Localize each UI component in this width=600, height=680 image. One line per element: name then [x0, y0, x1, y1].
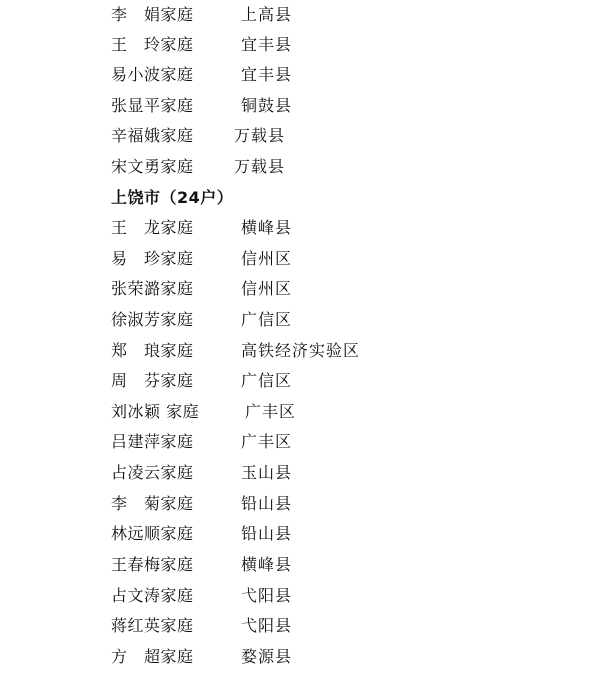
family-name: 李 菊家庭 [111, 494, 194, 513]
place-name: 广丰区 [241, 432, 293, 451]
section-heading: 上饶市（24户） [111, 188, 234, 207]
list-item [0, 152, 600, 182]
place-name: 弋阳县 [241, 586, 293, 605]
place-name: 铅山县 [241, 494, 293, 513]
list-item [0, 336, 600, 366]
family-name: 蒋红英家庭 [111, 616, 194, 635]
list-item [0, 30, 600, 60]
family-name: 周 芬家庭 [111, 371, 194, 390]
list-item [0, 611, 600, 641]
place-name: 横峰县 [241, 218, 293, 237]
place-name: 广丰区 [245, 402, 297, 421]
place-name: 婺源县 [241, 647, 293, 666]
list-item [0, 581, 600, 611]
family-name: 占文涛家庭 [111, 586, 194, 605]
place-name: 玉山县 [241, 463, 293, 482]
list-item [0, 458, 600, 488]
list-item [0, 642, 600, 672]
list-item [0, 519, 600, 549]
family-name: 宋文勇家庭 [111, 157, 194, 176]
family-name: 刘冰颖 家庭 [111, 402, 200, 421]
family-name: 郑 琅家庭 [111, 341, 194, 360]
family-name: 张荣潞家庭 [111, 279, 194, 298]
place-name: 铜鼓县 [241, 96, 293, 115]
place-name: 广信区 [241, 310, 293, 329]
list-item [0, 60, 600, 90]
list-item [0, 489, 600, 519]
place-name: 弋阳县 [241, 616, 293, 635]
family-name: 徐淑芳家庭 [111, 310, 194, 329]
list-item [0, 427, 600, 457]
place-name: 宜丰县 [241, 65, 293, 84]
list-item [0, 91, 600, 121]
list-item [0, 244, 600, 274]
list-item [0, 366, 600, 396]
family-name: 易小波家庭 [111, 65, 194, 84]
family-name: 王 龙家庭 [111, 218, 194, 237]
family-name: 吕建萍家庭 [111, 432, 194, 451]
list-item [0, 0, 600, 30]
place-name: 横峰县 [241, 555, 293, 574]
family-name: 林远顺家庭 [111, 524, 194, 543]
place-name: 铅山县 [241, 524, 293, 543]
family-name: 方 超家庭 [111, 647, 194, 666]
place-name: 万载县 [234, 157, 286, 176]
family-name: 李 娟家庭 [111, 5, 194, 24]
place-name: 上高县 [241, 5, 293, 24]
place-name: 万载县 [234, 126, 286, 145]
list-item [0, 305, 600, 335]
list-item [0, 121, 600, 151]
family-name: 王 玲家庭 [111, 35, 194, 54]
family-name: 张显平家庭 [111, 96, 194, 115]
list-item [0, 397, 600, 427]
list-item [0, 274, 600, 304]
family-name: 王春梅家庭 [111, 555, 194, 574]
list-item [0, 213, 600, 243]
place-name: 宜丰县 [241, 35, 293, 54]
family-name: 辛福娥家庭 [111, 126, 194, 145]
place-name: 信州区 [241, 279, 293, 298]
list-item [0, 550, 600, 580]
place-name: 广信区 [241, 371, 293, 390]
place-name: 高铁经济实验区 [241, 341, 361, 360]
family-name: 占凌云家庭 [111, 463, 194, 482]
place-name: 信州区 [241, 249, 293, 268]
family-name: 易 珍家庭 [111, 249, 194, 268]
